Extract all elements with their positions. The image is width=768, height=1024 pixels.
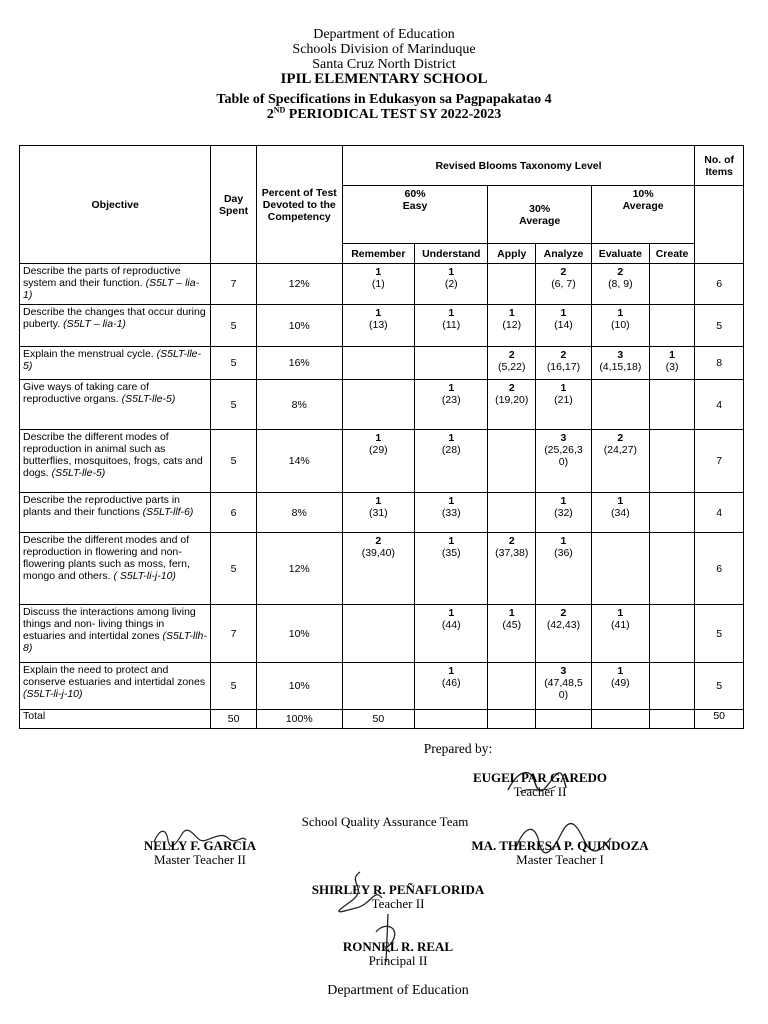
objective-cell xyxy=(20,605,211,663)
item-count: 1 xyxy=(508,607,515,619)
total-remember: 50 xyxy=(342,710,414,729)
item-numbers: (39,40) xyxy=(361,547,395,559)
member3-name: SHIRLEY R. PEÑAFLORIDA xyxy=(311,882,485,897)
cre-cell xyxy=(649,430,695,493)
average30-label: Average xyxy=(519,214,561,227)
table-row xyxy=(20,430,744,493)
rem-cell xyxy=(342,493,414,533)
competency-code: (S5LT – lia-1) xyxy=(63,318,126,330)
total-day: 50 xyxy=(211,710,257,729)
item-count: 1 xyxy=(448,665,455,677)
item-count: 1 xyxy=(448,607,455,619)
percent-cell: 10% xyxy=(256,305,342,347)
und-cell xyxy=(415,493,488,533)
total-analyze xyxy=(536,710,592,729)
day-spent-cell: 7 xyxy=(211,264,257,305)
items-cell: 4 xyxy=(695,380,744,430)
team-label: School Quality Assurance Team xyxy=(301,814,469,829)
rem-cell xyxy=(342,605,414,663)
item-numbers: (8, 9) xyxy=(608,278,633,290)
item-numbers: (33) xyxy=(441,507,461,519)
preparer-block xyxy=(440,771,640,799)
item-numbers: (35) xyxy=(441,547,461,559)
app-cell xyxy=(488,347,536,380)
cre-cell xyxy=(649,264,695,305)
item-count: 2 xyxy=(508,349,515,361)
item-numbers: (25,26,3 0) xyxy=(544,444,583,468)
objective-cell xyxy=(20,380,211,430)
item-count: 2 xyxy=(617,266,624,278)
cre-cell xyxy=(649,663,695,710)
item-count: 1 xyxy=(560,307,567,319)
total-understand xyxy=(415,710,488,729)
member3-block xyxy=(278,883,518,911)
objective-text: Describe the parts of reproductive system and their function. xyxy=(23,265,181,289)
item-numbers: (13) xyxy=(369,319,388,331)
item-numbers: (34) xyxy=(610,507,630,519)
objective-cell xyxy=(20,533,211,605)
header-items-blank xyxy=(695,186,744,264)
item-count: 1 xyxy=(508,307,515,319)
objective-text: Explain the menstrual cycle. xyxy=(23,348,154,360)
objective-cell xyxy=(20,663,211,710)
item-count: 2 xyxy=(560,266,567,278)
cre-cell xyxy=(649,605,695,663)
rem-cell xyxy=(342,533,414,605)
header-blooms: Revised Blooms Taxonomy Level xyxy=(342,146,695,186)
header-easy xyxy=(342,186,488,244)
eva-cell xyxy=(591,493,649,533)
objective-text: Give ways of taking care of reproductive organs. xyxy=(23,381,150,405)
ana-cell xyxy=(536,305,592,347)
app-cell xyxy=(488,430,536,493)
preparer-title: Teacher II xyxy=(513,784,567,799)
ana-cell xyxy=(536,347,592,380)
preparer-name: EUGEL PAR GAREDO xyxy=(472,770,608,785)
ana-cell xyxy=(536,663,592,710)
item-count: 1 xyxy=(375,266,382,278)
header-average-10 xyxy=(591,186,694,244)
header-no-items: No. of Items xyxy=(695,146,744,186)
objective-text: Discuss the interactions among living things and non- living things in estuaries and intertidal zones xyxy=(23,606,196,642)
objective-cell xyxy=(20,493,211,533)
rem-cell xyxy=(342,430,414,493)
eva-cell xyxy=(591,663,649,710)
item-numbers: (2) xyxy=(444,278,458,290)
competency-code: (S5LT-lle-5) xyxy=(23,348,202,372)
und-cell xyxy=(415,380,488,430)
document-title: Table of Specifications in Edukasyon sa Pagpapakatao 4 xyxy=(216,92,552,107)
item-numbers: (24,27) xyxy=(603,444,637,456)
items-cell: 5 xyxy=(695,663,744,710)
items-cell: 5 xyxy=(695,305,744,347)
app-cell xyxy=(488,533,536,605)
test-ordinal: ND xyxy=(273,105,286,115)
cre-cell xyxy=(649,493,695,533)
eva-cell xyxy=(591,347,649,380)
principal-title: Principal II xyxy=(368,953,428,968)
app-cell xyxy=(488,380,536,430)
cre-cell xyxy=(649,533,695,605)
header-evaluate: Evaluate xyxy=(591,244,649,264)
app-cell xyxy=(488,264,536,305)
day-spent-cell: 5 xyxy=(211,380,257,430)
ana-cell xyxy=(536,605,592,663)
item-count: 1 xyxy=(617,665,624,677)
item-count: 2 xyxy=(617,432,624,444)
rem-cell xyxy=(342,305,414,347)
items-cell: 7 xyxy=(695,430,744,493)
item-numbers: (1) xyxy=(371,278,385,290)
competency-code: (S5LT-llf-6) xyxy=(142,506,194,518)
item-count: 1 xyxy=(375,432,382,444)
header-remember: Remember xyxy=(342,244,414,264)
eva-cell xyxy=(591,430,649,493)
item-count: 3 xyxy=(560,665,567,677)
und-cell xyxy=(415,264,488,305)
item-count: 1 xyxy=(448,495,455,507)
average10-percent: 10% xyxy=(632,188,654,200)
table-row xyxy=(20,663,744,710)
total-create xyxy=(649,710,695,729)
item-count: 3 xyxy=(617,349,624,361)
test-title-rest: PERIODICAL TEST SY 2022-2023 xyxy=(285,107,502,122)
item-numbers: (46) xyxy=(441,677,461,689)
item-numbers: (5,22) xyxy=(498,361,526,373)
eva-cell xyxy=(591,533,649,605)
test-number: 2 xyxy=(266,107,274,122)
easy-label: Easy xyxy=(402,200,428,212)
principal-block xyxy=(298,940,498,968)
objective-text: Describe the reproductive parts in plants and their functions xyxy=(23,494,180,518)
member3-title: Teacher II xyxy=(371,896,425,911)
table-row xyxy=(20,264,744,305)
objective-text: Describe the different modes and of reproduction in flowering and non-flowering plants such as moss, fern, mongo and others. xyxy=(23,534,190,582)
item-numbers: (31) xyxy=(369,507,388,519)
item-count: 1 xyxy=(560,495,567,507)
day-spent-cell: 5 xyxy=(211,533,257,605)
cre-cell xyxy=(649,347,695,380)
eva-cell xyxy=(591,380,649,430)
header-understand: Understand xyxy=(415,244,488,264)
items-cell: 4 xyxy=(695,493,744,533)
item-numbers: (42,43) xyxy=(546,619,581,631)
competency-code: ( S5LT-li-j-10) xyxy=(113,570,176,582)
percent-cell: 8% xyxy=(256,380,342,430)
competency-code: (S5LT-lle-5) xyxy=(121,393,176,405)
app-cell xyxy=(488,663,536,710)
objective-text: Describe the different modes of reproduction in animal such as butterflies, mosquitoes, frogs, cats and dogs. xyxy=(23,431,203,479)
item-numbers: (37,38) xyxy=(495,547,529,559)
day-spent-cell: 7 xyxy=(211,605,257,663)
header-create: Create xyxy=(649,244,695,264)
total-apply xyxy=(488,710,536,729)
item-count: 1 xyxy=(560,382,567,394)
eva-cell xyxy=(591,605,649,663)
eva-cell xyxy=(591,264,649,305)
percent-cell: 12% xyxy=(256,264,342,305)
header-average-30 xyxy=(488,186,591,244)
items-cell: 8 xyxy=(695,347,744,380)
app-cell xyxy=(488,493,536,533)
item-count: 1 xyxy=(448,266,455,278)
member2-title: Master Teacher I xyxy=(516,852,604,867)
competency-code: (S5LT-llh-8) xyxy=(23,630,207,654)
header-apply: Apply xyxy=(488,244,536,264)
item-numbers: (36) xyxy=(554,547,573,559)
ana-cell xyxy=(536,493,592,533)
footer-dept: Department of Education xyxy=(327,983,469,998)
member2-name: MA. THERESA P. QUINDOZA xyxy=(471,838,649,853)
total-items: 50 xyxy=(695,710,744,729)
cre-cell xyxy=(649,305,695,347)
percent-cell: 10% xyxy=(256,663,342,710)
item-count: 1 xyxy=(375,307,382,319)
item-count: 1 xyxy=(669,349,675,361)
easy-percent: 60% xyxy=(404,188,426,200)
item-count: 1 xyxy=(448,307,455,319)
item-count: 2 xyxy=(560,349,567,361)
item-count: 2 xyxy=(560,607,567,619)
und-cell xyxy=(415,663,488,710)
ana-cell xyxy=(536,380,592,430)
ana-cell xyxy=(536,264,592,305)
total-row xyxy=(20,710,744,729)
und-cell xyxy=(415,347,488,380)
item-numbers: (3) xyxy=(665,361,679,373)
table-row xyxy=(20,305,744,347)
rem-cell xyxy=(342,663,414,710)
header-analyze: Analyze xyxy=(536,244,592,264)
table-row xyxy=(20,493,744,533)
prepared-by-label: Prepared by: xyxy=(423,741,493,756)
objective-cell xyxy=(20,264,211,305)
item-numbers: (23) xyxy=(441,394,461,406)
table-row xyxy=(20,380,744,430)
rem-cell xyxy=(342,264,414,305)
app-cell xyxy=(488,605,536,663)
item-numbers: (41) xyxy=(610,619,630,631)
percent-cell: 8% xyxy=(256,493,342,533)
member1-title: Master Teacher II xyxy=(154,852,246,867)
competency-code: (S5LT – lia-1) xyxy=(23,277,200,301)
percent-cell: 10% xyxy=(256,605,342,663)
item-count: 1 xyxy=(375,495,382,507)
und-cell xyxy=(415,305,488,347)
member1-block xyxy=(100,839,300,867)
item-numbers: (28) xyxy=(441,444,461,456)
objective-cell xyxy=(20,347,211,380)
principal-name: RONNEL R. REAL xyxy=(342,939,454,954)
und-cell xyxy=(415,605,488,663)
item-count: 1 xyxy=(617,607,624,619)
item-count: 2 xyxy=(508,382,515,394)
items-cell: 5 xyxy=(695,605,744,663)
day-spent-cell: 5 xyxy=(211,430,257,493)
percent-cell: 12% xyxy=(256,533,342,605)
item-count: 1 xyxy=(448,382,455,394)
objective-text: Describe the changes that occur during puberty. xyxy=(23,306,206,330)
item-numbers: (19,20) xyxy=(495,394,529,406)
division-line: Schools Division of Marinduque xyxy=(292,42,476,57)
day-spent-cell: 5 xyxy=(211,663,257,710)
item-numbers: (12) xyxy=(502,319,522,331)
item-numbers: (49) xyxy=(610,677,630,689)
eva-cell xyxy=(591,305,649,347)
item-count: 1 xyxy=(617,307,624,319)
test-title xyxy=(0,107,768,122)
item-count: 2 xyxy=(375,535,382,547)
total-percent: 100% xyxy=(256,710,342,729)
ana-cell xyxy=(536,533,592,605)
rem-cell xyxy=(342,347,414,380)
item-numbers: (47,48,5 0) xyxy=(544,677,583,701)
item-numbers: (11) xyxy=(442,319,461,331)
member2-block xyxy=(440,839,680,867)
header-percent: Percent of Test Devoted to the Competency xyxy=(256,146,342,264)
und-cell xyxy=(415,430,488,493)
table-row xyxy=(20,347,744,380)
item-count: 1 xyxy=(448,432,455,444)
app-cell xyxy=(488,305,536,347)
cre-cell xyxy=(649,380,695,430)
und-cell xyxy=(415,533,488,605)
table-row xyxy=(20,533,744,605)
percent-cell: 16% xyxy=(256,347,342,380)
item-numbers: (10) xyxy=(610,319,630,331)
ana-cell xyxy=(536,430,592,493)
total-evaluate xyxy=(591,710,649,729)
items-cell: 6 xyxy=(695,264,744,305)
school-name: IPIL ELEMENTARY SCHOOL xyxy=(280,71,488,87)
item-numbers: (21) xyxy=(554,394,573,406)
average30-percent: 30% xyxy=(529,202,551,215)
day-spent-cell: 5 xyxy=(211,347,257,380)
item-count: 2 xyxy=(508,535,515,547)
item-numbers: (45) xyxy=(502,619,522,631)
item-count: 3 xyxy=(560,432,567,444)
member1-name: NELLY F. GARCIA xyxy=(143,838,257,853)
percent-cell: 14% xyxy=(256,430,342,493)
day-spent-cell: 5 xyxy=(211,305,257,347)
items-cell: 6 xyxy=(695,533,744,605)
table-body xyxy=(20,264,744,710)
header-day-spent: Day Spent xyxy=(211,146,257,264)
objective-cell xyxy=(20,305,211,347)
average10-label: Average xyxy=(622,200,664,212)
dept-line: Department of Education xyxy=(313,27,455,42)
item-numbers: (14) xyxy=(554,319,573,331)
item-count: 1 xyxy=(560,535,567,547)
total-label: Total xyxy=(20,710,211,729)
table-row xyxy=(20,605,744,663)
item-numbers: (29) xyxy=(369,444,388,456)
item-numbers: (44) xyxy=(441,619,461,631)
item-numbers: (4,15,18) xyxy=(599,361,642,373)
rem-cell xyxy=(342,380,414,430)
competency-code: (S5LT-lle-5) xyxy=(51,467,106,479)
item-numbers: (16,17) xyxy=(546,361,581,373)
day-spent-cell: 6 xyxy=(211,493,257,533)
objective-text: Explain the need to protect and conserve estuaries and intertidal zones xyxy=(23,664,206,688)
specifications-table xyxy=(19,145,744,729)
header-objective: Objective xyxy=(20,146,211,264)
competency-code: (S5LT-li-j-10) xyxy=(23,688,83,700)
district-line: Santa Cruz North District xyxy=(312,57,456,72)
document-header xyxy=(0,27,768,122)
item-numbers: (6, 7) xyxy=(551,278,576,290)
item-count: 1 xyxy=(448,535,455,547)
item-count: 1 xyxy=(617,495,624,507)
item-numbers: (32) xyxy=(554,507,573,519)
objective-cell xyxy=(20,430,211,493)
